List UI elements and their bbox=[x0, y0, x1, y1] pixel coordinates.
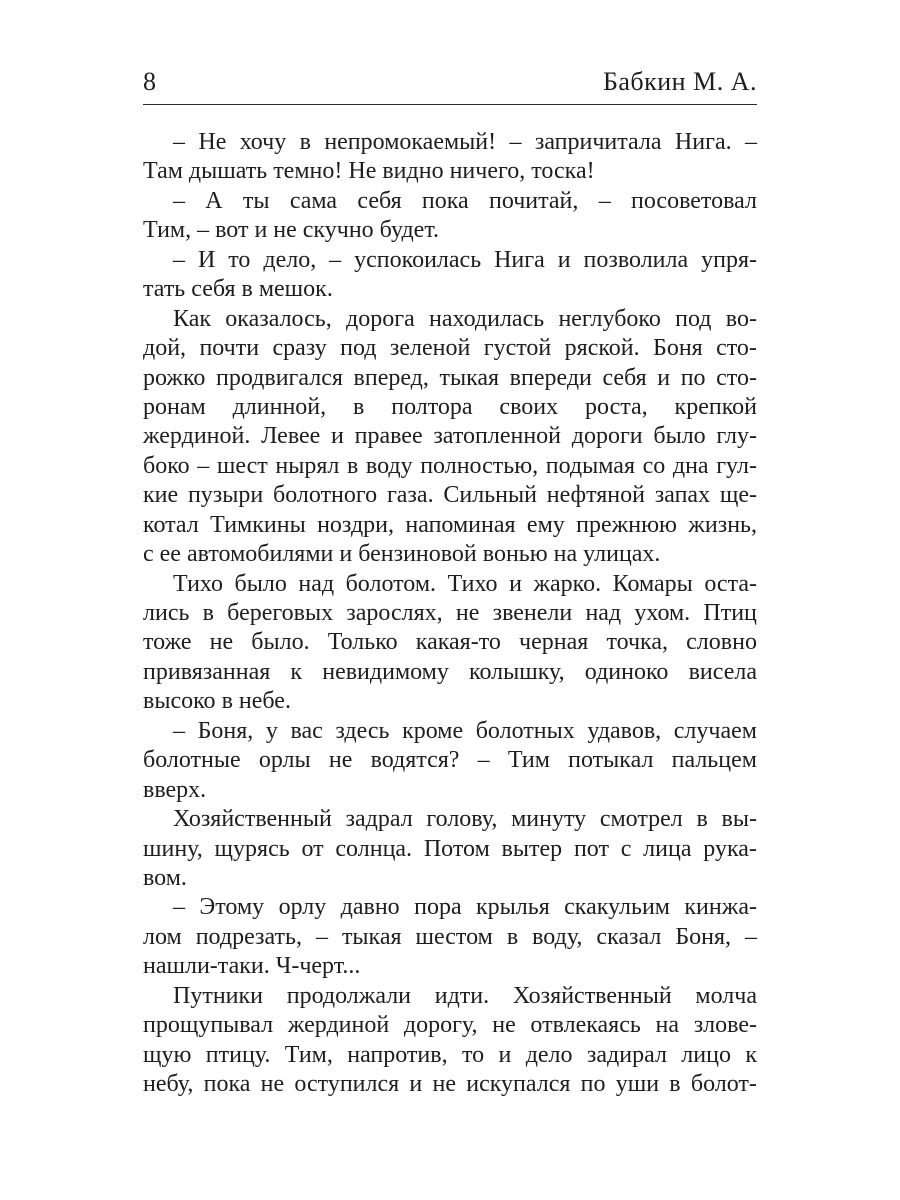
word: было bbox=[234, 570, 287, 597]
word: в bbox=[241, 276, 253, 303]
text-line bbox=[143, 452, 757, 481]
word: себя bbox=[191, 276, 236, 303]
word: птицу. bbox=[205, 1041, 271, 1068]
word: на bbox=[553, 541, 578, 568]
word: отвлекаясь bbox=[530, 1012, 641, 1039]
body-text bbox=[143, 128, 757, 1099]
word: болот- bbox=[690, 1071, 757, 1097]
word: – bbox=[173, 717, 185, 744]
word: упря- bbox=[701, 246, 757, 273]
word: Только bbox=[327, 629, 398, 656]
word: дышать bbox=[188, 158, 268, 185]
word: – bbox=[329, 246, 342, 273]
word: орлу bbox=[278, 894, 327, 921]
word: – bbox=[315, 923, 328, 950]
word: – bbox=[477, 747, 490, 774]
word: одиноко bbox=[584, 658, 669, 685]
word: с bbox=[143, 541, 154, 568]
word: то bbox=[228, 246, 251, 273]
text-line bbox=[143, 687, 757, 716]
word: здесь bbox=[335, 717, 390, 744]
word: будет. bbox=[379, 217, 440, 244]
word: тоска! bbox=[531, 158, 595, 185]
text-line bbox=[143, 157, 757, 186]
word: болотом. bbox=[345, 570, 437, 597]
word: и bbox=[509, 570, 522, 597]
word: вас bbox=[290, 717, 323, 744]
word: А bbox=[205, 187, 223, 214]
word: было. bbox=[251, 629, 310, 656]
word: Путники bbox=[173, 982, 264, 1009]
word: и bbox=[557, 246, 571, 273]
text-line bbox=[143, 628, 757, 657]
word: оступился bbox=[294, 1071, 400, 1097]
word: Тимкины bbox=[210, 511, 306, 538]
word: точка, bbox=[606, 629, 669, 656]
word: лись bbox=[143, 600, 190, 626]
word: дой, bbox=[143, 335, 187, 362]
text-line bbox=[143, 187, 757, 216]
word: вот bbox=[215, 217, 249, 244]
text-line bbox=[143, 511, 757, 540]
word: пока bbox=[421, 187, 469, 214]
text-line bbox=[143, 422, 757, 451]
word: в bbox=[353, 393, 365, 420]
text-line bbox=[143, 275, 757, 304]
word: ноздри, bbox=[317, 511, 395, 538]
word: шину, bbox=[143, 835, 203, 862]
word: висела bbox=[688, 658, 757, 685]
word: дорога bbox=[346, 305, 415, 332]
word: у bbox=[265, 717, 278, 744]
word: от bbox=[301, 835, 324, 862]
word: лом bbox=[143, 923, 182, 950]
word: небу, bbox=[143, 1071, 194, 1097]
word: Тихо bbox=[173, 570, 223, 597]
word: то bbox=[461, 1041, 485, 1068]
page-number: 8 bbox=[143, 67, 156, 96]
word: высоко bbox=[143, 688, 216, 715]
word: улицах. bbox=[583, 541, 661, 568]
word: нырял bbox=[275, 452, 340, 479]
word: смотрел bbox=[599, 806, 683, 833]
word: минуту bbox=[511, 806, 587, 833]
word: голову, bbox=[426, 806, 498, 833]
word: сказал bbox=[596, 923, 662, 950]
word: пальцем bbox=[671, 747, 757, 774]
word: вперед, bbox=[353, 364, 429, 391]
word: идти. bbox=[434, 982, 490, 1009]
text-line bbox=[143, 570, 757, 599]
word: Комары bbox=[612, 570, 693, 597]
word: скакульим bbox=[564, 894, 670, 921]
word: черная bbox=[519, 629, 589, 656]
word: длинной, bbox=[232, 393, 327, 420]
word: Потом bbox=[423, 835, 490, 862]
word: по bbox=[680, 364, 706, 391]
text-line bbox=[143, 746, 757, 775]
word: тоже bbox=[143, 629, 192, 656]
word: котал bbox=[143, 511, 199, 538]
word: нашли-таки. bbox=[143, 953, 270, 980]
word: небе. bbox=[238, 688, 291, 715]
word: во- bbox=[725, 305, 757, 332]
word: вонью bbox=[482, 541, 548, 568]
text-line bbox=[143, 1070, 757, 1099]
word: вверх. bbox=[143, 776, 207, 803]
word: – bbox=[173, 246, 185, 273]
word: и bbox=[657, 364, 671, 391]
word: и bbox=[339, 541, 353, 568]
text-line bbox=[143, 334, 757, 363]
text-line bbox=[143, 305, 757, 334]
word: к bbox=[290, 658, 303, 685]
word: напротив, bbox=[347, 1041, 448, 1068]
word: рука- bbox=[703, 835, 757, 862]
word: не bbox=[328, 747, 353, 774]
word: Хозяйственный bbox=[173, 806, 332, 833]
word: видно bbox=[382, 158, 444, 185]
word: вытер bbox=[501, 835, 563, 862]
word: под bbox=[340, 335, 377, 362]
word: шестом bbox=[415, 923, 493, 950]
word: Не bbox=[348, 158, 377, 185]
word: ще- bbox=[719, 482, 757, 509]
word: скучно bbox=[302, 217, 374, 244]
word: над bbox=[298, 570, 335, 597]
word: водятся? bbox=[370, 747, 460, 774]
word: злове- bbox=[693, 1012, 757, 1039]
text-line bbox=[143, 1011, 757, 1040]
word: автомобилями bbox=[186, 541, 334, 568]
word: в bbox=[221, 688, 233, 715]
word: газа. bbox=[386, 482, 434, 509]
text-line bbox=[143, 216, 757, 245]
word: Сильный bbox=[443, 482, 537, 509]
word: мешок. bbox=[258, 276, 333, 303]
word: Птиц bbox=[703, 600, 757, 626]
word: сразу bbox=[272, 335, 327, 362]
word: подрезать, bbox=[195, 923, 302, 950]
word: в bbox=[506, 923, 519, 950]
word: пот bbox=[573, 835, 609, 862]
text-line bbox=[143, 246, 757, 275]
word: не bbox=[492, 1012, 516, 1039]
word: ряской. bbox=[564, 335, 640, 362]
word: Не bbox=[198, 129, 227, 155]
word: затопленной bbox=[433, 423, 562, 450]
word: ухом. bbox=[634, 600, 691, 626]
text-line bbox=[143, 364, 757, 393]
word: жердиной. bbox=[143, 423, 251, 450]
word: бензиновой bbox=[358, 541, 477, 568]
word: – bbox=[598, 187, 611, 214]
word: непромокаемый! bbox=[324, 129, 497, 155]
word: кие bbox=[143, 482, 179, 509]
word: пора bbox=[414, 894, 462, 921]
word: в bbox=[346, 452, 359, 479]
word: полностью, bbox=[420, 452, 539, 479]
word: дороги bbox=[571, 423, 643, 450]
word: Тим, bbox=[284, 1041, 333, 1068]
word: продолжали bbox=[286, 982, 412, 1009]
word: не bbox=[209, 629, 234, 656]
header-rule bbox=[143, 104, 757, 105]
word: посоветовал bbox=[630, 187, 757, 214]
word: к bbox=[745, 1041, 757, 1068]
word: – bbox=[197, 217, 210, 244]
word: воду bbox=[365, 452, 413, 479]
word: невидимому bbox=[322, 658, 449, 685]
word: орлы bbox=[258, 747, 311, 774]
word: щую bbox=[143, 1041, 192, 1068]
word: тыкая bbox=[341, 923, 402, 950]
word: напоминая bbox=[405, 511, 516, 538]
text-line bbox=[143, 1041, 757, 1070]
word: не bbox=[432, 1071, 456, 1097]
word: успокоилась bbox=[354, 246, 482, 273]
word: и bbox=[254, 217, 268, 244]
word: почитай, bbox=[488, 187, 579, 214]
word: Хозяйственный bbox=[512, 982, 672, 1009]
word: словно bbox=[686, 629, 757, 656]
word: вом. bbox=[143, 864, 187, 891]
word: прежнюю bbox=[576, 511, 677, 538]
word: полтора bbox=[391, 393, 473, 420]
word: дорогу, bbox=[403, 1012, 478, 1039]
word: Тихо bbox=[447, 570, 498, 597]
word: Боня bbox=[653, 335, 703, 362]
word: по bbox=[580, 1071, 606, 1097]
word: Нига. bbox=[674, 129, 732, 155]
text-line bbox=[143, 835, 757, 864]
word: – bbox=[197, 452, 210, 479]
word: жизнь, bbox=[688, 511, 757, 538]
word: – bbox=[744, 129, 757, 155]
word: потыкал bbox=[568, 747, 654, 774]
word: шест bbox=[216, 452, 268, 479]
word: впереди bbox=[509, 364, 592, 391]
word: нефтяной bbox=[546, 482, 645, 509]
word: зарослях, bbox=[346, 600, 443, 626]
word: Как bbox=[173, 305, 212, 332]
word: И bbox=[197, 246, 216, 273]
word: дна bbox=[672, 452, 709, 479]
word: Там bbox=[143, 158, 183, 185]
text-line bbox=[143, 717, 757, 746]
word: со bbox=[642, 452, 666, 479]
word: глу- bbox=[716, 423, 757, 450]
word: темно! bbox=[273, 158, 343, 185]
word: запах bbox=[654, 482, 711, 509]
word: не bbox=[260, 1071, 285, 1097]
text-line bbox=[143, 982, 757, 1011]
word: задрал bbox=[345, 806, 413, 833]
word: сто- bbox=[716, 335, 757, 362]
text-line bbox=[143, 393, 757, 422]
word: дело bbox=[525, 1041, 573, 1068]
word: в bbox=[202, 600, 214, 626]
word: Ч-черт... bbox=[275, 953, 361, 980]
word: в bbox=[669, 1071, 681, 1097]
word: не bbox=[273, 217, 297, 244]
word: и bbox=[331, 423, 344, 450]
word: неглубоко bbox=[558, 305, 661, 332]
word: солнца. bbox=[335, 835, 413, 862]
word: жердиной bbox=[287, 1012, 390, 1039]
text-line bbox=[143, 128, 757, 157]
word: ничего, bbox=[449, 158, 526, 185]
word: – bbox=[744, 923, 757, 950]
word: Левее bbox=[261, 423, 321, 450]
text-line bbox=[143, 923, 757, 952]
word: оказалось, bbox=[225, 305, 332, 332]
word: привязанная bbox=[143, 658, 271, 685]
word: хочу bbox=[239, 129, 287, 155]
word: запричитала bbox=[534, 129, 662, 155]
word: береговых bbox=[227, 600, 334, 626]
text-line bbox=[143, 658, 757, 687]
word: под bbox=[675, 305, 712, 332]
page-header bbox=[143, 66, 757, 106]
word: на bbox=[655, 1012, 679, 1039]
word: воду, bbox=[532, 923, 583, 950]
word: крылья bbox=[476, 894, 550, 921]
text-line bbox=[143, 481, 757, 510]
word: кроме bbox=[402, 717, 464, 744]
word: Нига bbox=[494, 246, 545, 273]
word: с bbox=[620, 835, 632, 862]
word: болотных bbox=[475, 717, 575, 744]
word: кинжа- bbox=[684, 894, 757, 921]
word: рожко bbox=[143, 364, 206, 391]
text-line bbox=[143, 893, 757, 922]
text-line bbox=[143, 599, 757, 628]
word: Тим bbox=[507, 747, 550, 774]
word: – bbox=[173, 894, 185, 921]
word: какая-то bbox=[415, 629, 501, 656]
word: пока bbox=[203, 1071, 251, 1097]
word: не bbox=[455, 600, 480, 626]
word: колышку, bbox=[469, 658, 565, 685]
word: щурясь bbox=[214, 835, 290, 862]
text-line bbox=[143, 805, 757, 834]
word: Боня, bbox=[197, 717, 254, 744]
word: Тим, bbox=[143, 217, 192, 244]
word: удавов, bbox=[587, 717, 662, 744]
text-line bbox=[143, 540, 757, 569]
word: Этому bbox=[199, 894, 265, 921]
word: тыкая bbox=[439, 364, 500, 391]
word: – bbox=[509, 129, 522, 155]
word: прощупывал bbox=[143, 1012, 274, 1039]
word: себя bbox=[357, 187, 402, 214]
text-line bbox=[143, 864, 757, 893]
word: лицо bbox=[681, 1041, 731, 1068]
word: продвигался bbox=[216, 364, 343, 391]
word: дело, bbox=[263, 246, 317, 273]
word: правее bbox=[354, 423, 423, 450]
word: Боня, bbox=[675, 923, 731, 950]
word: и bbox=[409, 1071, 423, 1097]
word: позволила bbox=[583, 246, 689, 273]
word: болотные bbox=[143, 747, 241, 774]
word: в bbox=[299, 129, 311, 155]
word: звенели bbox=[492, 600, 573, 626]
word: гул- bbox=[716, 452, 757, 479]
word: ее bbox=[159, 541, 181, 568]
word: почти bbox=[199, 335, 260, 362]
word: – bbox=[173, 187, 185, 214]
word: роста, bbox=[584, 393, 648, 420]
running-head-author: Бабкин М. А. bbox=[602, 67, 757, 96]
text-line bbox=[143, 776, 757, 805]
word: находилась bbox=[429, 305, 545, 332]
word: и bbox=[498, 1041, 512, 1068]
word: боко bbox=[143, 452, 190, 479]
word: ронам bbox=[143, 393, 206, 420]
text-line bbox=[143, 952, 757, 981]
word: подымая bbox=[545, 452, 635, 479]
word: в bbox=[696, 806, 708, 833]
word: уши bbox=[615, 1071, 660, 1097]
word: было bbox=[653, 423, 706, 450]
word: себя bbox=[602, 364, 647, 391]
word: пузыри bbox=[187, 482, 264, 509]
word: сто- bbox=[716, 364, 757, 391]
word: давно bbox=[340, 894, 400, 921]
word: жарко. bbox=[533, 570, 602, 597]
word: своих bbox=[499, 393, 559, 420]
word: болотного bbox=[273, 482, 378, 509]
word: крепкой bbox=[674, 393, 757, 420]
word: искупался bbox=[466, 1071, 571, 1097]
word: вы- bbox=[721, 806, 757, 833]
word: лица bbox=[643, 835, 692, 862]
word: над bbox=[585, 600, 622, 626]
word: оста- bbox=[704, 570, 757, 597]
word: ему bbox=[526, 511, 565, 538]
word: задирал bbox=[586, 1041, 667, 1068]
word: случаем bbox=[673, 717, 757, 744]
word: густой bbox=[483, 335, 552, 362]
word: сама bbox=[289, 187, 338, 214]
word: тать bbox=[143, 276, 186, 303]
word: зеленой bbox=[389, 335, 471, 362]
word: ты bbox=[242, 187, 270, 214]
word: – bbox=[173, 129, 185, 155]
word: молча bbox=[695, 982, 757, 1009]
